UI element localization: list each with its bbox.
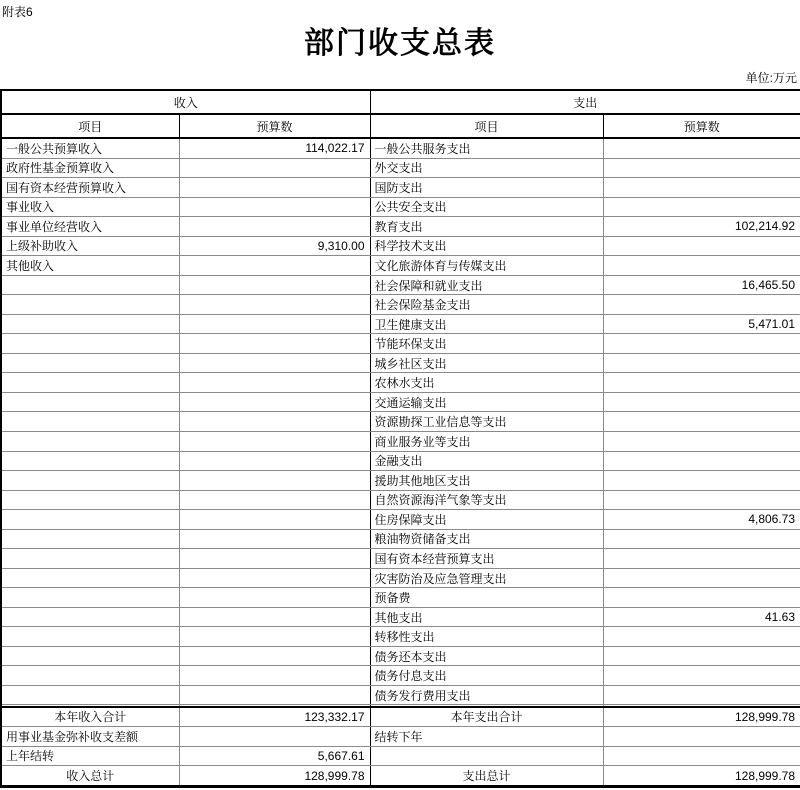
column-header-income-budget: 预算数 [179,114,370,138]
item-name-cell [1,412,179,432]
item-name-cell [1,588,179,608]
item-name-cell: 国防支出 [370,178,603,198]
budget-amount-cell [179,295,370,315]
item-name-cell [1,471,179,491]
item-name-cell: 自然资源海洋气象等支出 [370,490,603,510]
item-name-cell: 本年支出合计 [370,707,603,727]
item-name-cell: 商业服务业等支出 [370,432,603,452]
budget-amount-cell [603,746,800,766]
budget-amount-cell [603,138,800,158]
item-name-cell [1,275,179,295]
budget-amount-cell [603,178,800,198]
table-body [1,138,800,787]
table-row [1,275,800,295]
item-name-cell: 债务还本支出 [370,646,603,666]
table-row [1,295,800,315]
budget-amount-cell [179,412,370,432]
budget-amount-cell [179,353,370,373]
budget-amount-cell [603,451,800,471]
budget-amount-cell: 41.63 [603,607,800,627]
item-name-cell [1,685,179,705]
item-name-cell [1,295,179,315]
table-row [1,138,800,158]
budget-amount-cell [603,529,800,549]
table-row [1,314,800,334]
page-title: 部门收支总表 [304,27,496,60]
table-row [1,236,800,256]
item-name-cell [1,334,179,354]
column-header-expense-budget: 预算数 [603,114,800,138]
item-name-cell: 上年结转 [1,746,179,766]
budget-amount-cell [603,588,800,608]
table-row [1,471,800,491]
table-row [1,588,800,608]
item-name-cell: 住房保障支出 [370,510,603,530]
item-name-cell: 城乡社区支出 [370,353,603,373]
table-row [1,646,800,666]
item-name-cell: 收入总计 [1,766,179,787]
item-name-cell: 粮油物资储备支出 [370,529,603,549]
budget-amount-cell [179,451,370,471]
budget-amount-cell [179,490,370,510]
item-name-cell: 其他支出 [370,607,603,627]
budget-amount-cell: 114,022.17 [179,138,370,158]
budget-amount-cell [603,256,800,276]
budget-amount-cell [603,627,800,647]
budget-summary-table [0,89,800,788]
budget-amount-cell [603,666,800,686]
table-row [1,549,800,569]
item-name-cell: 科学技术支出 [370,236,603,256]
budget-amount-cell: 128,999.78 [603,707,800,727]
table-row [1,178,800,198]
budget-amount-cell: 16,465.50 [603,275,800,295]
unit-note: 单位:万元 [745,71,797,85]
table-row [1,256,800,276]
item-name-cell: 国有资本经营预算收入 [1,178,179,198]
budget-amount-cell: 5,667.61 [179,746,370,766]
budget-amount-cell [603,373,800,393]
table-row [1,685,800,705]
table-row [1,727,800,747]
item-name-cell: 债务付息支出 [370,666,603,686]
item-name-cell: 资源勘探工业信息等支出 [370,412,603,432]
item-name-cell: 金融支出 [370,451,603,471]
table-row [1,412,800,432]
budget-amount-cell [603,432,800,452]
item-name-cell: 社会保障和就业支出 [370,275,603,295]
item-name-cell: 转移性支出 [370,627,603,647]
budget-amount-cell [179,666,370,686]
item-name-cell: 预备费 [370,588,603,608]
budget-amount-cell [179,568,370,588]
item-name-cell: 社会保险基金支出 [370,295,603,315]
budget-amount-cell [179,510,370,530]
budget-amount-cell [179,471,370,491]
annex-label: 附表6 [2,5,33,19]
item-name-cell [1,529,179,549]
item-name-cell: 国有资本经营预算支出 [370,549,603,569]
item-name-cell: 教育支出 [370,217,603,237]
table-row [1,510,800,530]
budget-amount-cell [179,607,370,627]
item-name-cell [1,490,179,510]
group-header-row [1,90,800,114]
budget-amount-cell [603,158,800,178]
item-name-cell [1,549,179,569]
item-name-cell [1,646,179,666]
group-header-expense: 支出 [370,90,800,114]
item-name-cell: 公共安全支出 [370,197,603,217]
budget-amount-cell [603,549,800,569]
budget-amount-cell [179,432,370,452]
item-name-cell: 事业单位经营收入 [1,217,179,237]
group-header-income: 收入 [1,90,370,114]
item-name-cell: 事业收入 [1,197,179,217]
item-name-cell: 本年收入合计 [1,707,179,727]
budget-amount-cell [603,727,800,747]
table-row [1,334,800,354]
budget-amount-cell [179,178,370,198]
item-name-cell: 债务发行费用支出 [370,685,603,705]
table-row [1,766,800,787]
budget-amount-cell [179,256,370,276]
item-name-cell [1,607,179,627]
item-name-cell: 结转下年 [370,727,603,747]
table-row [1,746,800,766]
budget-amount-cell [603,392,800,412]
item-name-cell: 节能环保支出 [370,334,603,354]
budget-amount-cell [179,529,370,549]
item-name-cell [1,353,179,373]
budget-amount-cell [179,646,370,666]
budget-amount-cell [603,236,800,256]
budget-amount-cell [179,197,370,217]
item-name-cell [1,627,179,647]
item-name-cell [1,432,179,452]
item-name-cell: 用事业基金弥补收支差额 [1,727,179,747]
budget-amount-cell [603,295,800,315]
budget-amount-cell: 123,332.17 [179,707,370,727]
budget-amount-cell [179,685,370,705]
table-row [1,529,800,549]
item-name-cell: 支出总计 [370,766,603,787]
table-row [1,490,800,510]
table-row [1,373,800,393]
table-row [1,607,800,627]
item-name-cell [1,392,179,412]
budget-amount-cell [179,314,370,334]
budget-amount-cell [603,197,800,217]
budget-amount-cell [179,549,370,569]
budget-amount-cell [603,334,800,354]
table-row [1,158,800,178]
budget-amount-cell [603,353,800,373]
item-name-cell: 交通运输支出 [370,392,603,412]
table-row [1,707,800,727]
budget-amount-cell [179,158,370,178]
table-row [1,217,800,237]
item-name-cell: 外交支出 [370,158,603,178]
budget-amount-cell [603,685,800,705]
budget-amount-cell: 128,999.78 [603,766,800,787]
item-name-cell [1,568,179,588]
item-name-cell: 一般公共预算收入 [1,138,179,158]
budget-amount-cell [603,646,800,666]
column-header-income-item: 项目 [1,114,179,138]
budget-amount-cell [179,588,370,608]
budget-amount-cell [179,217,370,237]
budget-amount-cell [603,568,800,588]
budget-amount-cell: 9,310.00 [179,236,370,256]
table-row [1,432,800,452]
budget-amount-cell: 4,806.73 [603,510,800,530]
item-name-cell: 灾害防治及应急管理支出 [370,568,603,588]
budget-amount-cell: 102,214.92 [603,217,800,237]
table-row [1,197,800,217]
table-header [1,90,800,138]
item-name-cell [370,746,603,766]
item-name-cell: 一般公共服务支出 [370,138,603,158]
item-name-cell: 农林水支出 [370,373,603,393]
budget-amount-cell [179,373,370,393]
budget-amount-cell [179,392,370,412]
item-name-cell [1,451,179,471]
item-name-cell [1,314,179,334]
item-name-cell: 卫生健康支出 [370,314,603,334]
table-row [1,666,800,686]
budget-amount-cell [603,490,800,510]
item-name-cell [1,373,179,393]
budget-amount-cell [603,471,800,491]
item-name-cell [1,510,179,530]
column-header-expense-item: 项目 [370,114,603,138]
item-name-cell [1,666,179,686]
table-row [1,353,800,373]
budget-amount-cell: 128,999.78 [179,766,370,787]
column-header-row [1,114,800,138]
item-name-cell: 援助其他地区支出 [370,471,603,491]
budget-amount-cell [179,627,370,647]
budget-amount-cell [179,727,370,747]
item-name-cell: 文化旅游体育与传媒支出 [370,256,603,276]
table-row [1,451,800,471]
budget-amount-cell [603,412,800,432]
item-name-cell: 政府性基金预算收入 [1,158,179,178]
table-row [1,392,800,412]
table-row [1,627,800,647]
item-name-cell: 上级补助收入 [1,236,179,256]
item-name-cell: 其他收入 [1,256,179,276]
budget-amount-cell [179,275,370,295]
budget-amount-cell: 5,471.01 [603,314,800,334]
budget-amount-cell [179,334,370,354]
table-row [1,568,800,588]
